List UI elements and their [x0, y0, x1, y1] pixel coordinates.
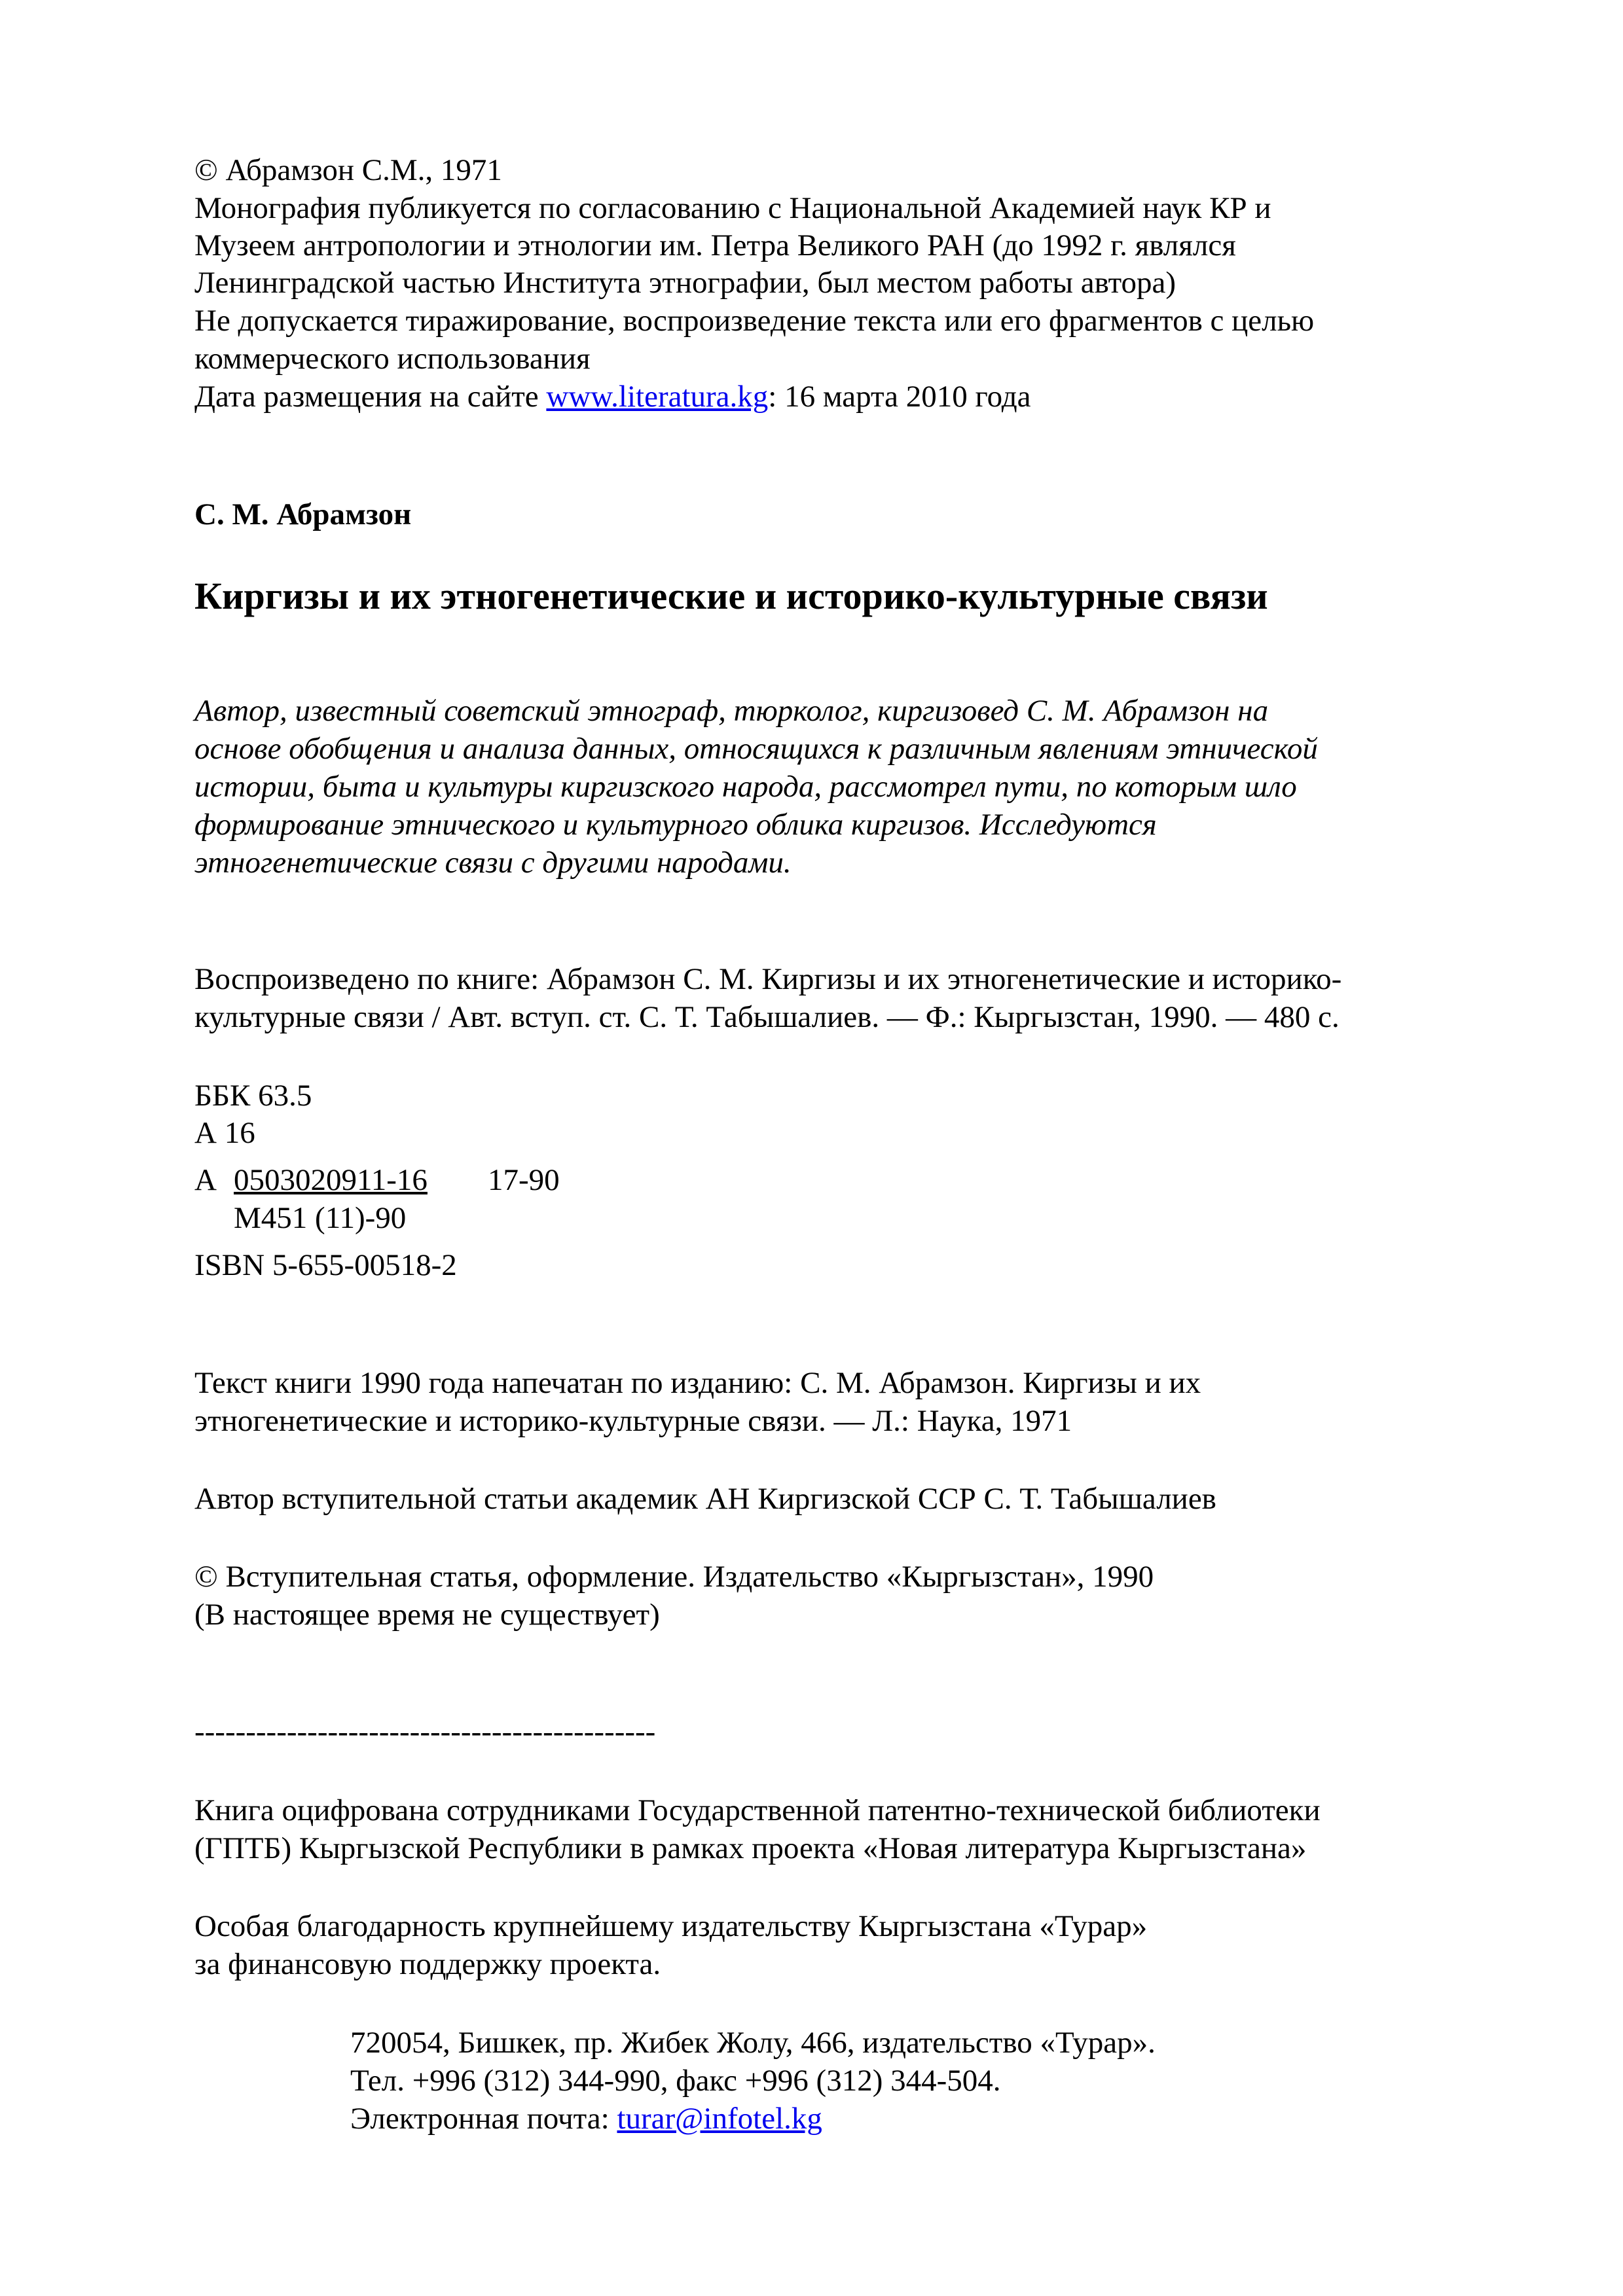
separator-line: --------------------------------------------- [194, 1715, 656, 1749]
catalog-a-letter: А [194, 1163, 217, 1197]
intro-author-line: Автор вступительной статьи академик АН Киргизской ССР С. Т. Табышалиев [194, 1482, 1216, 1516]
email-line [350, 2100, 822, 2137]
book-author: С. М. Абрамзон [194, 497, 412, 531]
annotation-line: Автор, известный советский этнограф, тюрколог, киргизовед С. М. Абрамзон на [194, 694, 1269, 728]
publication-note-line: коммерческого использования [194, 342, 591, 376]
publication-note-line: Монография публикуется по согласованию с Национальной Академией наук КР и [194, 191, 1271, 225]
annotation-line: этногенетические связи с другими народами. [194, 846, 792, 880]
posting-date-prefix: Дата размещения на сайте [194, 380, 547, 414]
posting-date-line [194, 378, 1031, 415]
catalog-code-right: 17-90 [488, 1163, 560, 1197]
reproduction-line: Воспроизведено по книге: Абрамзон С. М. Киргизы и их этногенетические и историко- [194, 962, 1342, 996]
thanks-line: за финансовую поддержку проекта. [194, 1947, 661, 1981]
copyright-line: © Абрамзон С.М., 1971 [194, 153, 502, 187]
print-source-line: Текст книги 1990 года напечатан по изданию: С. М. Абрамзон. Киргизы и их [194, 1366, 1201, 1400]
posting-date-suffix: : 16 марта 2010 года [768, 380, 1031, 414]
annotation-line: формирование этнического и культурного облика киргизов. Исследуются [194, 808, 1157, 842]
site-link[interactable]: www.literatura.kg [546, 380, 769, 414]
email-link[interactable]: turar@infotel.kg [617, 2102, 822, 2136]
annotation-line: истории, быта и культуры киргизского народа, рассмотрел пути, по которым шло [194, 770, 1297, 804]
catalog-code-top: 0503020911-16 [234, 1163, 428, 1197]
email-prefix: Электронная почта: [350, 2102, 617, 2136]
publication-note-line: Музеем антропологии и этнологии им. Петра Великого РАН (до 1992 г. являлся [194, 228, 1236, 262]
address-line: Тел. +996 (312) 344-990, факс +996 (312) 344-504. [350, 2064, 1001, 2098]
publication-note-line: Ленинградской частью Института этнографии, был местом работы автора) [194, 266, 1176, 300]
digitized-line: Книга оцифрована сотрудниками Государственной патентно-технической библиотеки [194, 1793, 1321, 1827]
thanks-line: Особая благодарность крупнейшему издательству Кыргызстана «Турар» [194, 1909, 1148, 1943]
publication-note-line: Не допускается тиражирование, воспроизведение текста или его фрагментов с целью [194, 304, 1315, 338]
book-title: Киргизы и их этногенетические и историко-культурные связи [194, 575, 1268, 617]
edition-copyright-line: (В настоящее время не существует) [194, 1598, 660, 1632]
address-line: 720054, Бишкек, пр. Жибек Жолу, 466, издательство «Турар». [350, 2026, 1156, 2060]
catalog-code-bottom: М451 (11)-90 [234, 1201, 407, 1235]
isbn: ISBN 5-655-00518-2 [194, 1248, 457, 1282]
reproduction-line: культурные связи / Авт. вступ. ст. С. Т. Табышалиев. — Ф.: Кыргызстан, 1990. — 480 с. [194, 1000, 1340, 1034]
digitized-line: (ГПТБ) Кыргызской Республики в рамках проекта «Новая литература Кыргызстана» [194, 1831, 1307, 1865]
edition-copyright-line: © Вступительная статья, оформление. Издательство «Кыргызстан», 1990 [194, 1560, 1154, 1594]
print-source-line: этногенетические и историко-культурные связи. — Л.: Наука, 1971 [194, 1404, 1072, 1438]
annotation-line: основе обобщения и анализа данных, относящихся к различным явлениям этнической [194, 732, 1318, 766]
catalog-code-row [194, 1162, 217, 1198]
author-mark: А 16 [194, 1116, 255, 1150]
bbk-index: ББК 63.5 [194, 1079, 312, 1113]
